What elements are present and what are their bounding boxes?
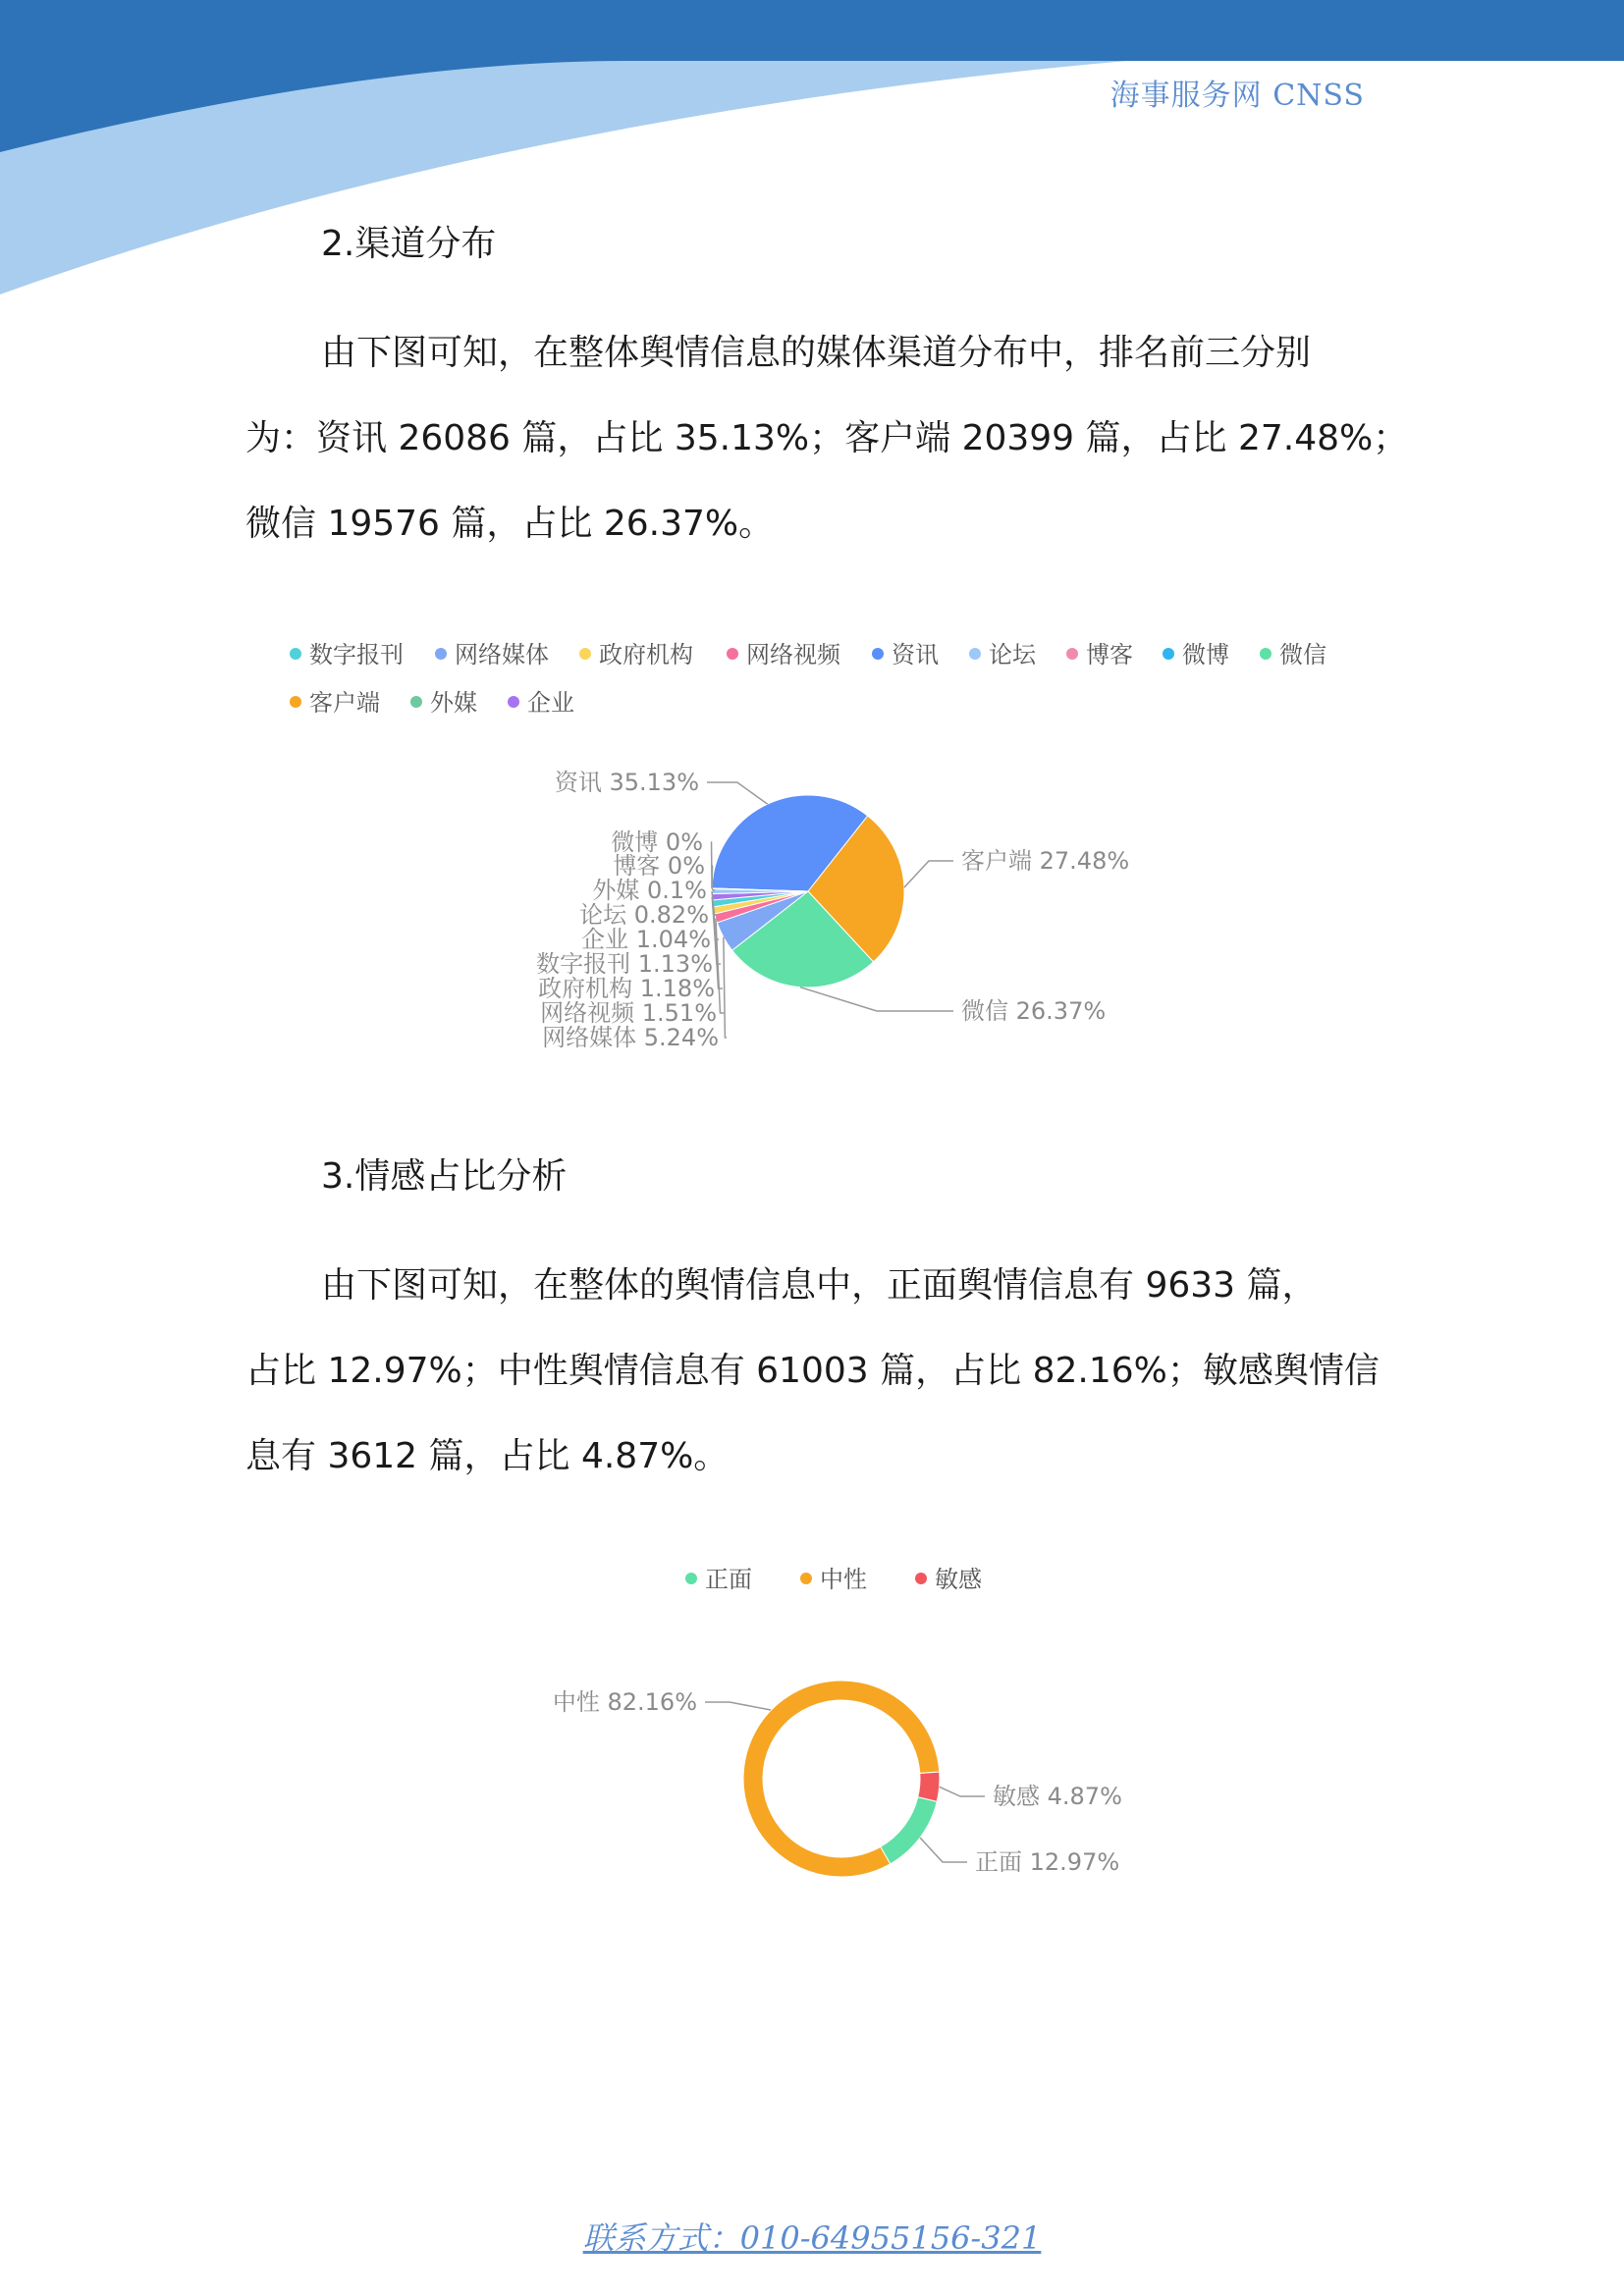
slice-label: 政府机构 1.18% [538,975,715,1002]
label-leader-line [920,1838,967,1862]
slice-label: 资讯 35.13% [554,769,699,796]
legend-label: 企业 [527,689,574,717]
contact-footer[interactable]: 联系方式：010-64955156-321 [582,2219,1042,2257]
section2-line-1: 由下图可知，在整体舆情信息的媒体渠道分布中，排名前三分别 [321,333,1312,373]
slice-label: 中性 82.16% [552,1688,697,1716]
section3-line-3: 息有 3612 篇，占比 4.87%。 [245,1436,730,1476]
donut-slice-2[interactable] [918,1772,940,1801]
legend-item[interactable] [915,1560,982,1594]
legend-label: 数字报刊 [309,641,404,668]
slice-label: 正面 12.97% [975,1848,1120,1876]
legend-label: 资讯 [892,641,939,668]
section3-line-2: 占比 12.97%；中性舆情信息有 61003 篇，占比 82.16%；敏感舆情信 [245,1351,1380,1391]
legend-marker [800,1573,812,1584]
label-leader-line [940,1787,985,1796]
section2-paragraph [245,310,1409,566]
slice-label: 微博 0% [611,828,703,856]
section2-heading: 2.渠道分布 [321,224,497,264]
section3-heading: 3.情感占比分析 [321,1156,568,1197]
legend-label: 网络媒体 [455,641,549,668]
label-leader-line [904,861,953,887]
section3-paragraph [245,1243,1384,1499]
header-banner [0,0,1624,314]
legend-marker [915,1573,927,1584]
donut-slice-1[interactable] [881,1797,937,1864]
legend-label: 微信 [1279,641,1326,668]
sentiment-donut-chart [0,1610,1624,1924]
slice-label: 网络媒体 5.24% [542,1024,719,1051]
slice-label: 客户端 27.48% [961,847,1130,875]
slice-label: 敏感 4.87% [993,1783,1122,1810]
legend-marker [685,1573,697,1584]
channel-pie-chart [0,609,1624,1060]
slice-label: 微信 26.37% [961,997,1107,1025]
legend-item[interactable] [800,1560,867,1594]
legend-label: 微博 [1182,641,1229,668]
label-leader-line [800,988,953,1011]
legend-label: 客户端 [309,689,380,717]
label-leader-line [707,782,768,804]
legend-label: 外媒 [430,689,477,717]
legend-label: 正面 [705,1566,752,1593]
label-leader-line [711,842,712,888]
legend-label: 博客 [1086,641,1133,668]
section3-line-1: 由下图可知，在整体的舆情信息中，正面舆情信息有 9633 篇， [321,1265,1318,1306]
label-leader-line [705,1702,771,1710]
slice-label: 论坛 0.82% [579,901,709,929]
slice-label: 网络视频 1.51% [540,999,717,1027]
slice-label: 博客 0% [613,852,705,880]
label-leader-line [724,937,727,1038]
slice-label: 数字报刊 1.13% [536,950,713,978]
section2-line-3: 微信 19576 篇，占比 26.37%。 [245,504,775,544]
legend-label: 中性 [820,1566,867,1593]
legend-label: 网络视频 [746,641,840,668]
slice-label: 企业 1.04% [581,926,711,953]
section2-line-2: 为：资讯 26086 篇，占比 35.13%；客户端 20399 篇，占比 27.48%； [245,418,1409,458]
legend-item[interactable] [685,1560,752,1594]
legend-label: 论坛 [989,641,1036,668]
legend-label: 敏感 [935,1566,982,1593]
legend-label: 政府机构 [599,641,693,668]
slice-label: 外媒 0.1% [592,877,707,904]
site-name: 海事服务网 CNSS [1110,79,1365,113]
